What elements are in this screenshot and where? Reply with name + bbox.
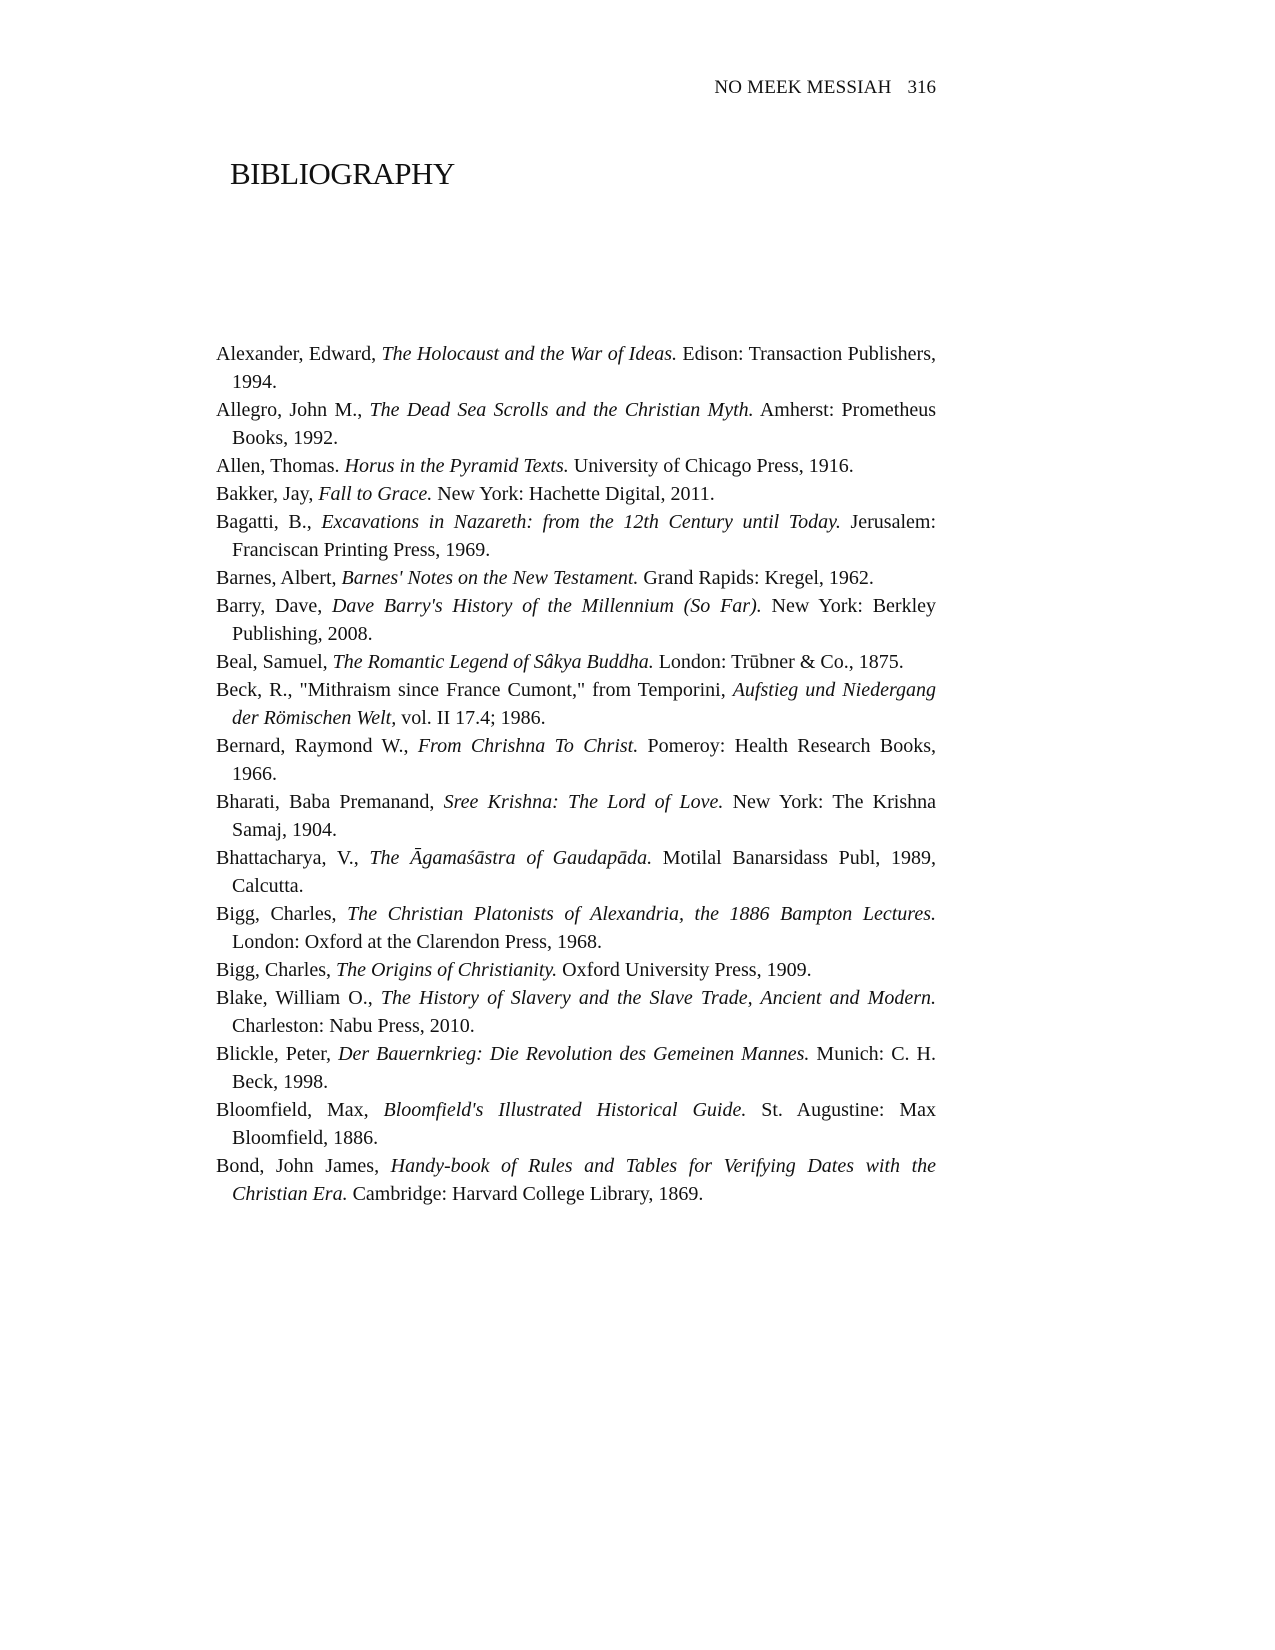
entry-title: The Origins of Christianity.: [336, 959, 558, 981]
entry-author: Beal, Samuel,: [216, 651, 333, 673]
entry-title: Dave Barry's History of the Millennium (So Far).: [331, 595, 762, 617]
entry-publication: London: Trūbner & Co., 1875.: [653, 651, 904, 673]
bibliography-entry: [216, 844, 936, 900]
entry-publication: Charleston: Nabu Press, 2010.: [232, 1015, 475, 1037]
entry-publication: University of Chicago Press, 1916.: [568, 455, 854, 477]
entry-title: Handy-book of Rules and Tables for Verifying Dates with the Christian Era.: [232, 1155, 936, 1205]
bibliography-entry: [216, 396, 936, 452]
bibliography-entry: [216, 564, 936, 592]
bibliography-entry: [216, 788, 936, 844]
entry-publication: Jerusalem: Franciscan Printing Press, 1969.: [232, 511, 937, 561]
entry-author: Bagatti, B.,: [216, 511, 322, 533]
entry-author: Blake, William O.,: [216, 987, 381, 1009]
bibliography-entry: [216, 1040, 936, 1096]
entry-publication: Motilal Banarsidass Publ, 1989, Calcutta.: [232, 847, 936, 897]
entry-publication: Edison: Transaction Publishers, 1994.: [232, 343, 937, 393]
entry-title: The Romantic Legend of Sâkya Buddha.: [332, 651, 654, 673]
bibliography-entry: [216, 1096, 936, 1152]
bibliography-entry: [216, 648, 936, 676]
entry-title: Bloomfield's Illustrated Historical Guide.: [383, 1099, 747, 1121]
entry-title: The Holocaust and the War of Ideas.: [381, 343, 678, 365]
entry-author: Bernard, Raymond W.,: [216, 735, 418, 757]
entry-title: Sree Krishna: The Lord of Love.: [443, 791, 724, 813]
entry-publication: Munich: C. H. Beck, 1998.: [232, 1043, 936, 1093]
page-title: BIBLIOGRAPHY: [230, 156, 455, 191]
entry-author: Alexander, Edward,: [216, 343, 382, 365]
entry-publication: Grand Rapids: Kregel, 1962.: [638, 567, 874, 589]
entry-author: Bigg, Charles,: [216, 903, 348, 925]
entry-title: The History of Slavery and the Slave Trade, Ancient and Modern.: [380, 987, 937, 1009]
bibliography-entry: [216, 1152, 936, 1208]
entry-author: Bigg, Charles,: [216, 959, 336, 981]
entry-title: Barnes' Notes on the New Testament.: [341, 567, 639, 589]
entry-publication: Amherst: Prometheus Books, 1992.: [232, 399, 936, 449]
entry-author: Barry, Dave,: [216, 595, 332, 617]
entry-author: Bloomfield, Max,: [216, 1099, 384, 1121]
entry-title: The Āgamaśāstra of Gaudapāda.: [369, 847, 653, 869]
entry-title: The Dead Sea Scrolls and the Christian Myth.: [369, 399, 754, 421]
bibliography-entry: [216, 732, 936, 788]
entry-publication: Oxford University Press, 1909.: [557, 959, 812, 981]
entry-title: Excavations in Nazareth: from the 12th Century until Today.: [321, 511, 841, 533]
entry-author: Allegro, John M.,: [216, 399, 370, 421]
bibliography-entry: [216, 956, 936, 984]
running-title: NO MEEK MESSIAH: [714, 77, 892, 98]
entry-publication: London: Oxford at the Clarendon Press, 1968.: [232, 931, 602, 953]
entry-publication: St. Augustine: Max Bloomfield, 1886.: [232, 1099, 936, 1149]
bibliography-entry: [216, 508, 936, 564]
entry-author: Bharati, Baba Premanand,: [216, 791, 444, 813]
entry-title: Fall to Grace.: [318, 483, 433, 505]
entry-title: Horus in the Pyramid Texts.: [344, 455, 569, 477]
bibliography-entry: [216, 984, 936, 1040]
entry-publication: New York: Hachette Digital, 2011.: [432, 483, 715, 505]
bibliography-list: [216, 340, 936, 1208]
bibliography-entry: [216, 592, 936, 648]
entry-title: Aufstieg und Niedergang der Römischen Welt,: [232, 679, 936, 729]
entry-author: Allen, Thomas.: [216, 455, 345, 477]
entry-author: Barnes, Albert,: [216, 567, 342, 589]
entry-publication: Pomeroy: Health Research Books, 1966.: [232, 735, 936, 785]
entry-publication: New York: Berkley Publishing, 2008.: [232, 595, 937, 645]
entry-publication: New York: The Krishna Samaj, 1904.: [232, 791, 936, 841]
entry-author: Bond, John James,: [216, 1155, 391, 1177]
bibliography-entry: [216, 676, 936, 732]
page-number: 316: [907, 77, 936, 98]
entry-author: Blickle, Peter,: [216, 1043, 339, 1065]
entry-author: Bakker, Jay,: [216, 483, 319, 505]
entry-title: Der Bauernkrieg: Die Revolution des Gemeinen Mannes.: [338, 1043, 810, 1065]
entry-title: From Chrishna To Christ.: [417, 735, 639, 757]
running-head: [700, 77, 936, 99]
bibliography-entry: [216, 452, 936, 480]
bibliography-entry: [216, 900, 936, 956]
bibliography-entry: [216, 340, 936, 396]
entry-author: Bhattacharya, V.,: [216, 847, 370, 869]
entry-title: The Christian Platonists of Alexandria, the 1886 Bampton Lectures.: [347, 903, 936, 925]
entry-publication: Cambridge: Harvard College Library, 1869.: [347, 1183, 704, 1205]
entry-author: Beck, R., "Mithraism since France Cumont," from Temporini,: [216, 679, 733, 701]
entry-publication: vol. II 17.4; 1986.: [396, 707, 546, 729]
bibliography-entry: [216, 480, 936, 508]
